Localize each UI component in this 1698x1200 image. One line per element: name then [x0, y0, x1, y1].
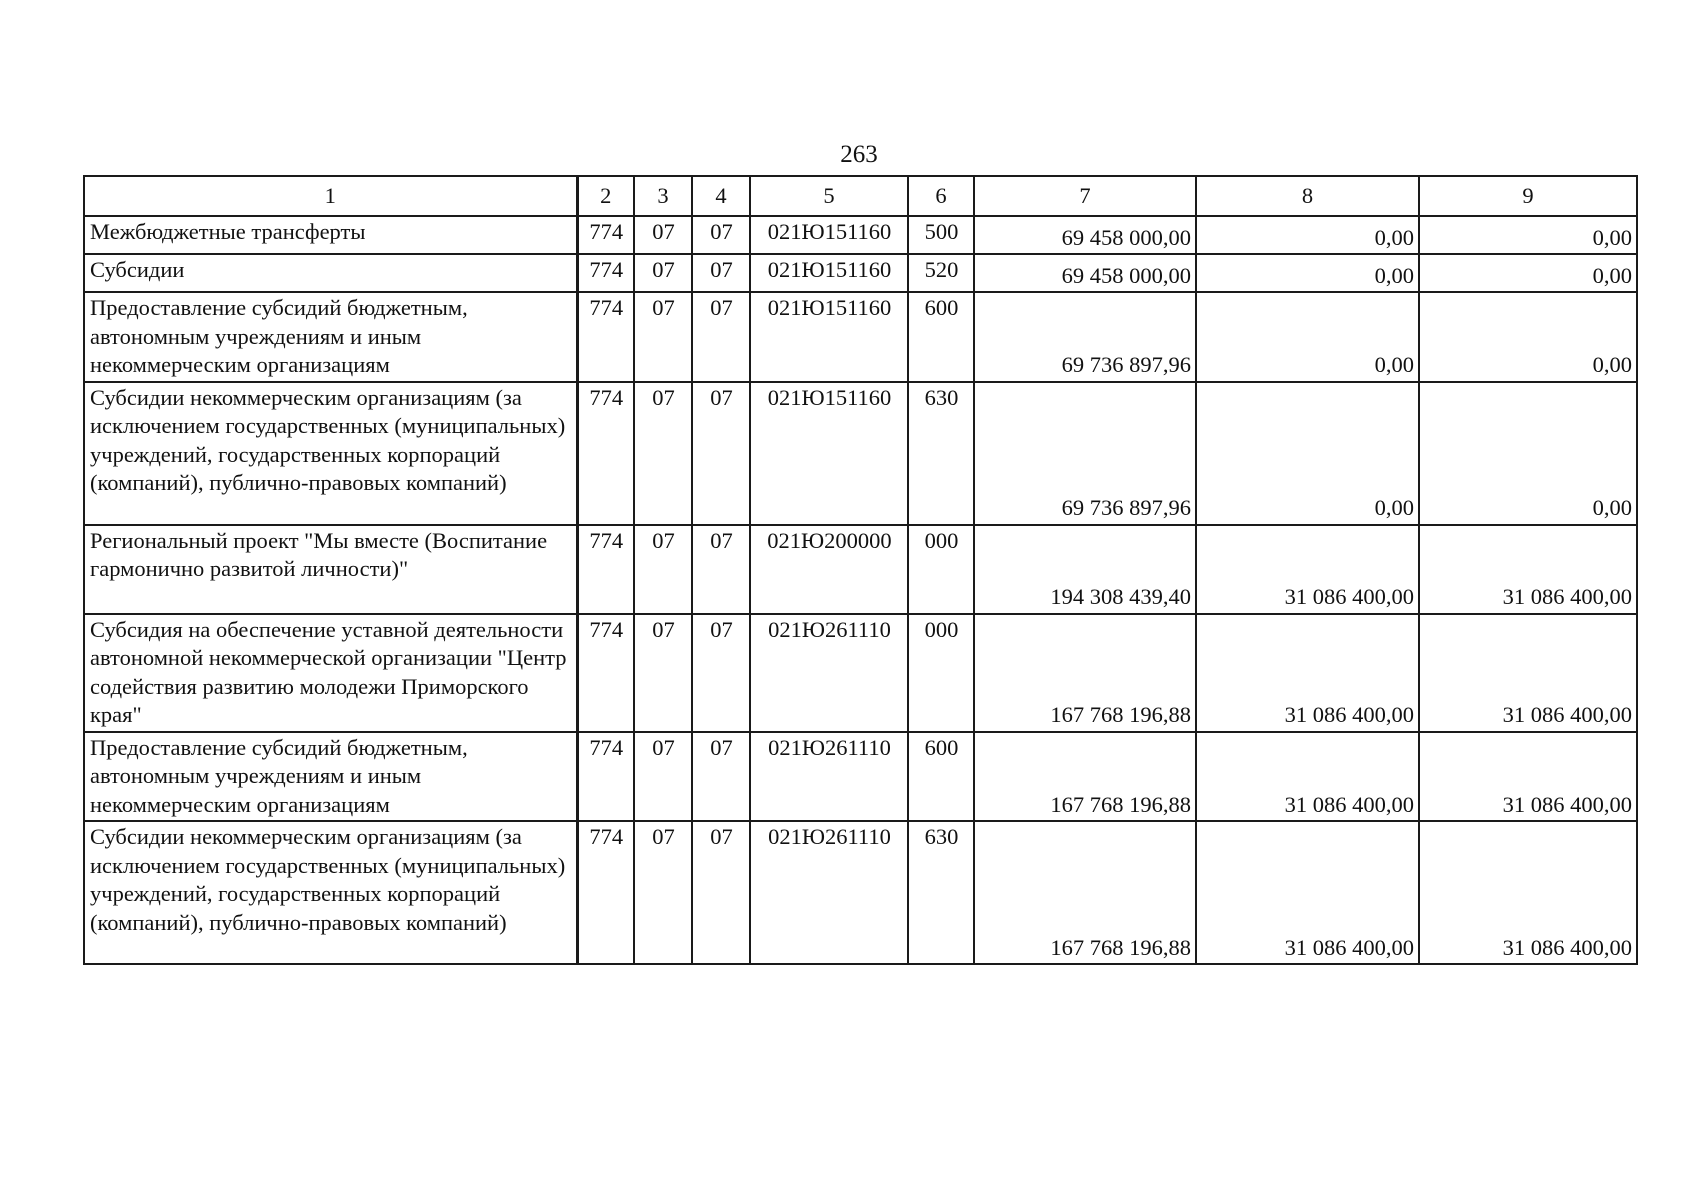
amount-column-7: 69 736 897,96	[974, 382, 1196, 525]
table-row	[84, 821, 1637, 964]
subsection-code: 07	[692, 292, 750, 382]
amount-column-8: 31 086 400,00	[1196, 614, 1419, 732]
column-header-1: 1	[84, 176, 577, 216]
table-row	[84, 382, 1637, 525]
section-code: 07	[634, 254, 692, 292]
amount-column-8: 0,00	[1196, 216, 1419, 254]
amount-column-7: 69 736 897,96	[974, 292, 1196, 382]
amount-column-8: 31 086 400,00	[1196, 821, 1419, 964]
column-header-3: 3	[634, 176, 692, 216]
admin-code: 774	[577, 216, 634, 254]
amount-column-7: 69 458 000,00	[974, 216, 1196, 254]
expense-name: Межбюджетные трансферты	[84, 216, 577, 254]
amount-column-8: 31 086 400,00	[1196, 732, 1419, 822]
amount-column-7: 69 458 000,00	[974, 254, 1196, 292]
amount-column-9: 31 086 400,00	[1419, 614, 1637, 732]
amount-column-8: 0,00	[1196, 292, 1419, 382]
section-code: 07	[634, 292, 692, 382]
amount-column-7: 194 308 439,40	[974, 525, 1196, 614]
amount-column-9: 0,00	[1419, 216, 1637, 254]
expense-type-code: 000	[908, 614, 974, 732]
section-code: 07	[634, 614, 692, 732]
admin-code: 774	[577, 382, 634, 525]
amount-column-9: 31 086 400,00	[1419, 821, 1637, 964]
target-article-code: 021Ю261110	[750, 821, 908, 964]
subsection-code: 07	[692, 254, 750, 292]
admin-code: 774	[577, 614, 634, 732]
amount-column-9: 0,00	[1419, 254, 1637, 292]
expense-type-code: 500	[908, 216, 974, 254]
amount-column-9: 0,00	[1419, 292, 1637, 382]
admin-code: 774	[577, 254, 634, 292]
expense-name: Субсидия на обеспечение уставной деятельности автономной некоммерческой организации "Центр содействия развитию молодежи Приморского края"	[84, 614, 577, 732]
amount-column-9: 31 086 400,00	[1419, 525, 1637, 614]
page-number: 263	[840, 141, 878, 168]
amount-column-9: 31 086 400,00	[1419, 732, 1637, 822]
section-code: 07	[634, 525, 692, 614]
subsection-code: 07	[692, 732, 750, 822]
expense-name: Субсидии некоммерческим организациям (за исключением государственных (муниципальных) учреждений, государственных корпораций (компаний), публично-правовых компаний)	[84, 382, 577, 525]
column-header-8: 8	[1196, 176, 1419, 216]
target-article-code: 021Ю151160	[750, 216, 908, 254]
expense-type-code: 000	[908, 525, 974, 614]
expense-name: Региональный проект "Мы вместе (Воспитание гармонично развитой личности)"	[84, 525, 577, 614]
subsection-code: 07	[692, 216, 750, 254]
column-header-7: 7	[974, 176, 1196, 216]
table-row	[84, 732, 1637, 822]
expense-type-code: 600	[908, 732, 974, 822]
column-header-2: 2	[577, 176, 634, 216]
section-code: 07	[634, 382, 692, 525]
amount-column-8: 31 086 400,00	[1196, 525, 1419, 614]
subsection-code: 07	[692, 821, 750, 964]
expense-type-code: 630	[908, 821, 974, 964]
target-article-code: 021Ю261110	[750, 732, 908, 822]
admin-code: 774	[577, 525, 634, 614]
column-header-4: 4	[692, 176, 750, 216]
admin-code: 774	[577, 821, 634, 964]
table-row	[84, 254, 1637, 292]
expense-name: Предоставление субсидий бюджетным, автономным учреждениям и иным некоммерческим организациям	[84, 732, 577, 822]
amount-column-8: 0,00	[1196, 382, 1419, 525]
subsection-code: 07	[692, 382, 750, 525]
amount-column-7: 167 768 196,88	[974, 821, 1196, 964]
expense-name: Субсидии	[84, 254, 577, 292]
table-header-row	[84, 176, 1637, 216]
expense-name: Предоставление субсидий бюджетным, автономным учреждениям и иным некоммерческим организациям	[84, 292, 577, 382]
admin-code: 774	[577, 732, 634, 822]
section-code: 07	[634, 216, 692, 254]
column-header-6: 6	[908, 176, 974, 216]
target-article-code: 021Ю151160	[750, 382, 908, 525]
column-header-9: 9	[1419, 176, 1637, 216]
target-article-code: 021Ю261110	[750, 614, 908, 732]
table-row	[84, 292, 1637, 382]
section-code: 07	[634, 821, 692, 964]
table-row	[84, 525, 1637, 614]
target-article-code: 021Ю200000	[750, 525, 908, 614]
amount-column-7: 167 768 196,88	[974, 732, 1196, 822]
amount-column-7: 167 768 196,88	[974, 614, 1196, 732]
amount-column-9: 0,00	[1419, 382, 1637, 525]
budget-table	[83, 175, 1638, 965]
amount-column-8: 0,00	[1196, 254, 1419, 292]
expense-type-code: 520	[908, 254, 974, 292]
target-article-code: 021Ю151160	[750, 292, 908, 382]
expense-type-code: 600	[908, 292, 974, 382]
table-row	[84, 216, 1637, 254]
expense-name: Субсидии некоммерческим организациям (за исключением государственных (муниципальных) учреждений, государственных корпораций (компаний), публично-правовых компаний)	[84, 821, 577, 964]
table-row	[84, 614, 1637, 732]
subsection-code: 07	[692, 614, 750, 732]
subsection-code: 07	[692, 525, 750, 614]
section-code: 07	[634, 732, 692, 822]
column-header-5: 5	[750, 176, 908, 216]
target-article-code: 021Ю151160	[750, 254, 908, 292]
expense-type-code: 630	[908, 382, 974, 525]
admin-code: 774	[577, 292, 634, 382]
